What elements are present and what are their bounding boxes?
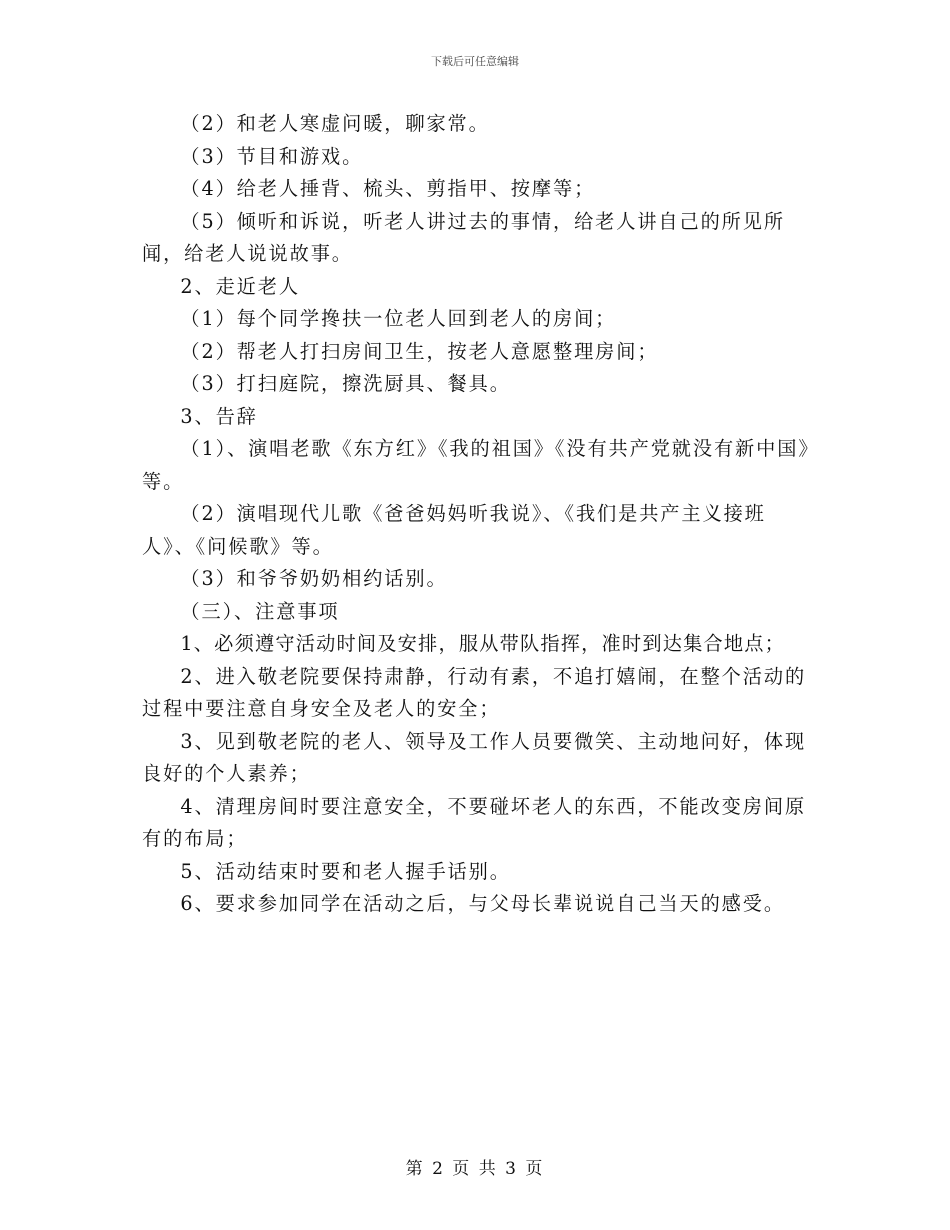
paragraph: 4、清理房间时要注意安全，不要碰坏老人的东西，不能改变房间原有的布局； xyxy=(142,794,807,850)
paragraph: 3、见到敬老院的老人、领导及工作人员要微笑、主动地问好，体现良好的个人素养； xyxy=(142,729,807,785)
paragraph: （3）打扫庭院，擦洗厨具、餐具。 xyxy=(180,372,511,395)
paragraph: （5）倾听和诉说，听老人讲过去的事情，给老人讲自己的所见所闻，给老人说说故事。 xyxy=(142,209,785,265)
page-header: 下载后可任意编辑 xyxy=(431,55,519,68)
paragraph: （三）、注意事项 xyxy=(180,599,340,623)
paragraph: 2、进入敬老院要保持肃静，行动有素，不追打嬉闹，在整个活动的过程中要注意自身安全及老人的安全； xyxy=(142,664,807,720)
paragraph: 2、走近老人 xyxy=(180,274,300,298)
paragraph: （4）给老人捶背、梳头、剪指甲、按摩等； xyxy=(180,177,596,200)
paragraph: （3）和爷爷奶奶相约话别。 xyxy=(180,567,448,590)
paragraph: （2）帮老人打扫房间卫生，按老人意愿整理房间； xyxy=(180,339,659,363)
paragraph: 5、活动结束时要和老人握手话别。 xyxy=(180,859,511,883)
paragraph: （1）、演唱老歌《东方红》《我的祖国》《没有共产党就没有新中国》等。 xyxy=(142,437,810,493)
paragraph: 1、必须遵守活动时间及安排，服从带队指挥，准时到达集合地点； xyxy=(180,632,786,655)
document-body xyxy=(142,108,810,921)
paragraph: （3）节目和游戏。 xyxy=(180,144,364,168)
paragraph: （2）演唱现代儿歌《爸爸妈妈听我说》、《我们是共产主义接班人》、《问候歌》等。 xyxy=(142,502,766,558)
paragraph: 3、告辞 xyxy=(180,404,258,428)
page-number: 第 2 页 共 3 页 xyxy=(405,1159,545,1179)
paragraph: 6、要求参加同学在活动之后，与父母长辈说说自己当天的感受。 xyxy=(180,892,785,915)
paragraph: （2）和老人寒虚问暖，聊家常。 xyxy=(180,112,490,135)
paragraph: （1）每个同学搀扶一位老人回到老人的房间； xyxy=(180,307,617,330)
